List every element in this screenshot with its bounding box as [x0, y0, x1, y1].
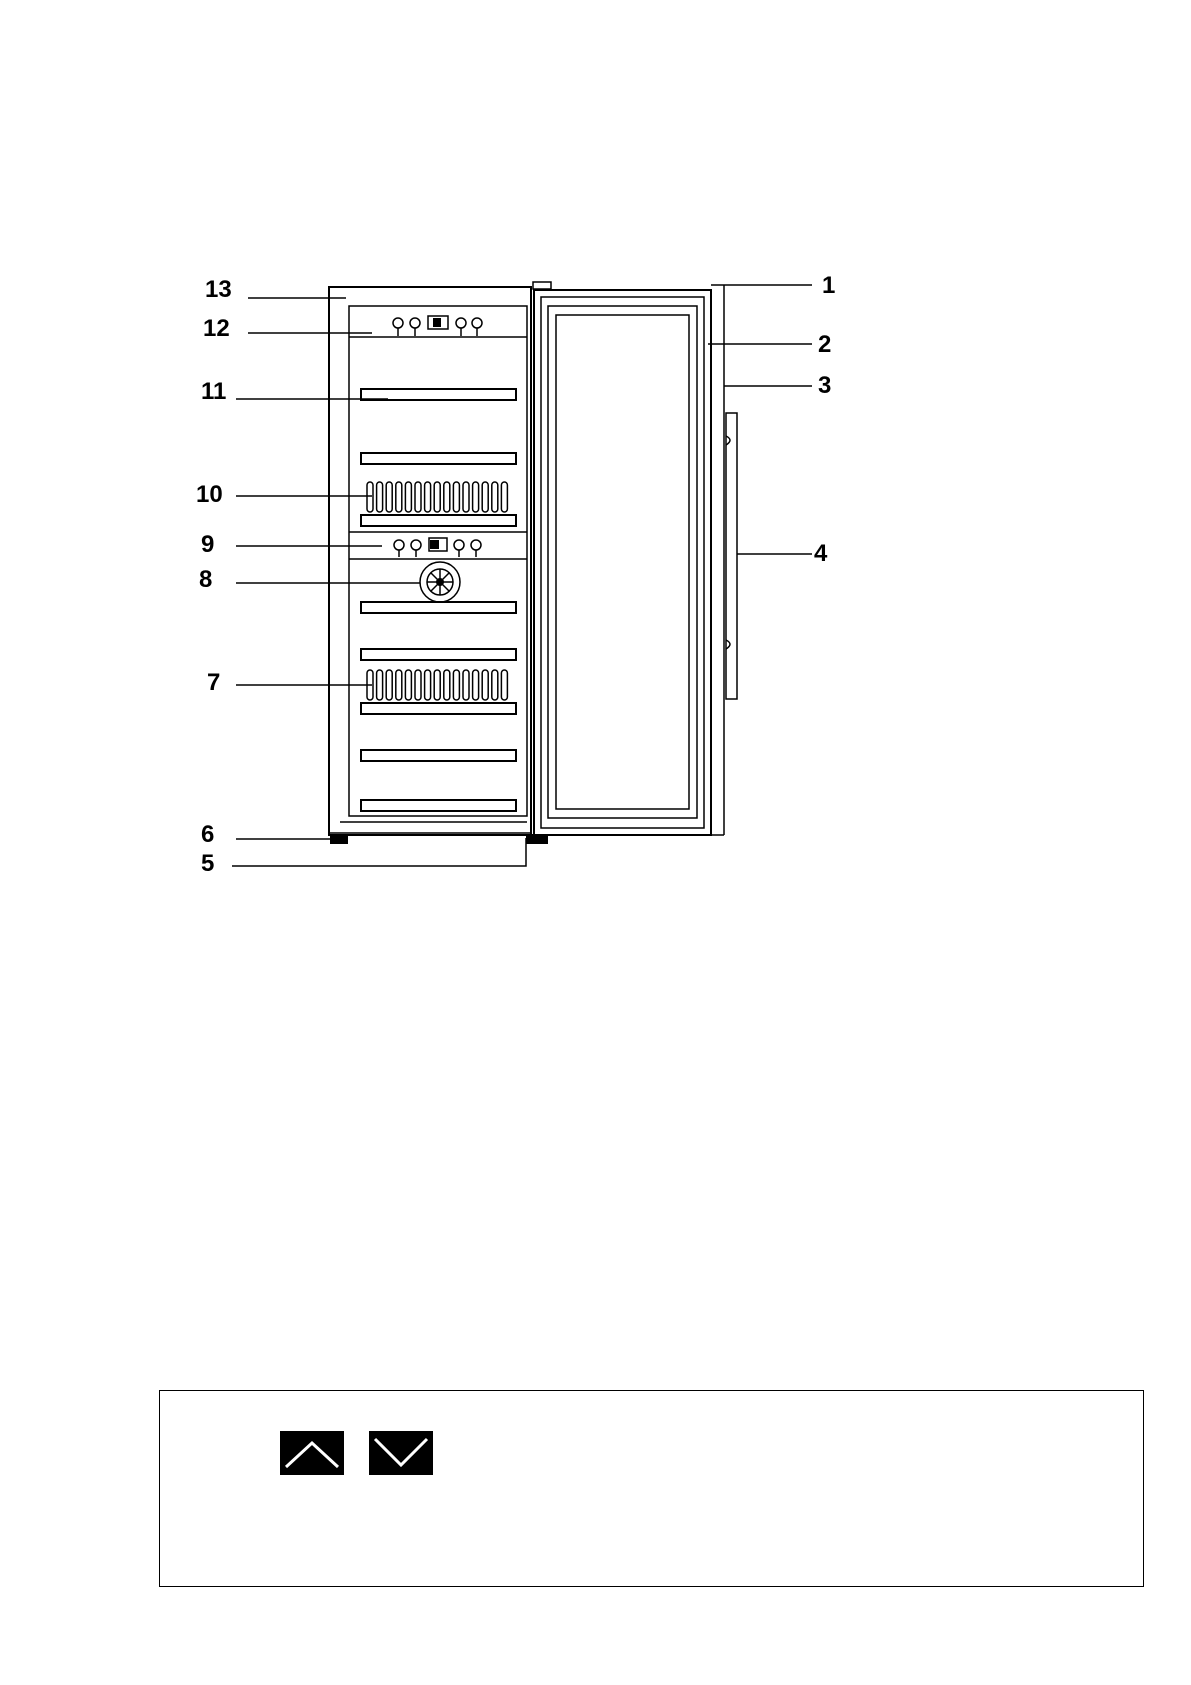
bottle: [444, 670, 450, 700]
callout-numbers: [196, 272, 835, 877]
bottle: [473, 670, 479, 700]
bottle: [377, 482, 383, 512]
callout-11: 11: [201, 378, 227, 405]
bottle: [501, 482, 507, 512]
bottle: [425, 482, 431, 512]
shelf: [361, 649, 516, 660]
bottle: [434, 670, 440, 700]
callout-4: 4: [814, 540, 828, 567]
callout-7: 7: [207, 669, 221, 696]
callout-10: 10: [196, 481, 223, 508]
shelf: [361, 750, 516, 761]
callout-13: 13: [205, 276, 232, 303]
shelf: [361, 602, 516, 613]
callout-5: 5: [201, 850, 215, 877]
callout-2: 2: [818, 331, 832, 358]
bottle: [396, 670, 402, 700]
fan-icon: [420, 562, 460, 602]
bottle: [386, 482, 392, 512]
bottle: [463, 482, 469, 512]
bottle: [453, 482, 459, 512]
callout-1: 1: [822, 272, 836, 299]
leader-lines: [232, 285, 812, 866]
bottle: [482, 482, 488, 512]
bottle: [425, 670, 431, 700]
bottle: [473, 482, 479, 512]
shelf: [361, 515, 516, 526]
bottle: [453, 670, 459, 700]
control-keys-panel: [159, 1390, 1144, 1587]
chevron-down-icon: [369, 1431, 433, 1475]
bottle: [492, 482, 498, 512]
up-key[interactable]: [280, 1431, 344, 1475]
chevron-up-icon: [280, 1431, 344, 1475]
bottle: [482, 670, 488, 700]
glass-door: [533, 282, 724, 835]
door-handle: [726, 413, 737, 699]
hinge-top: [533, 282, 551, 289]
bottle: [405, 482, 411, 512]
shelves: [361, 389, 516, 811]
callout-12: 12: [203, 315, 230, 342]
bottle: [415, 670, 421, 700]
bottle: [415, 482, 421, 512]
bottle: [444, 482, 450, 512]
bottle: [386, 670, 392, 700]
shelf: [361, 453, 516, 464]
callout-6: 6: [201, 821, 215, 848]
bottle: [434, 482, 440, 512]
shelf: [361, 800, 516, 811]
bottle: [396, 482, 402, 512]
shelf: [361, 703, 516, 714]
adjustable-foot-left: [330, 834, 348, 844]
bottle: [492, 670, 498, 700]
bottles-lower-zone: [367, 670, 507, 700]
callout-3: 3: [818, 372, 832, 399]
bottle: [501, 670, 507, 700]
bottle: [367, 482, 373, 512]
upper-control-panel: [349, 316, 527, 337]
callout-9: 9: [201, 531, 215, 558]
down-key[interactable]: [369, 1431, 433, 1475]
bottle: [463, 670, 469, 700]
bottle: [405, 670, 411, 700]
bottle: [377, 670, 383, 700]
bottles-upper-zone: [367, 482, 507, 512]
callout-8: 8: [199, 566, 213, 593]
